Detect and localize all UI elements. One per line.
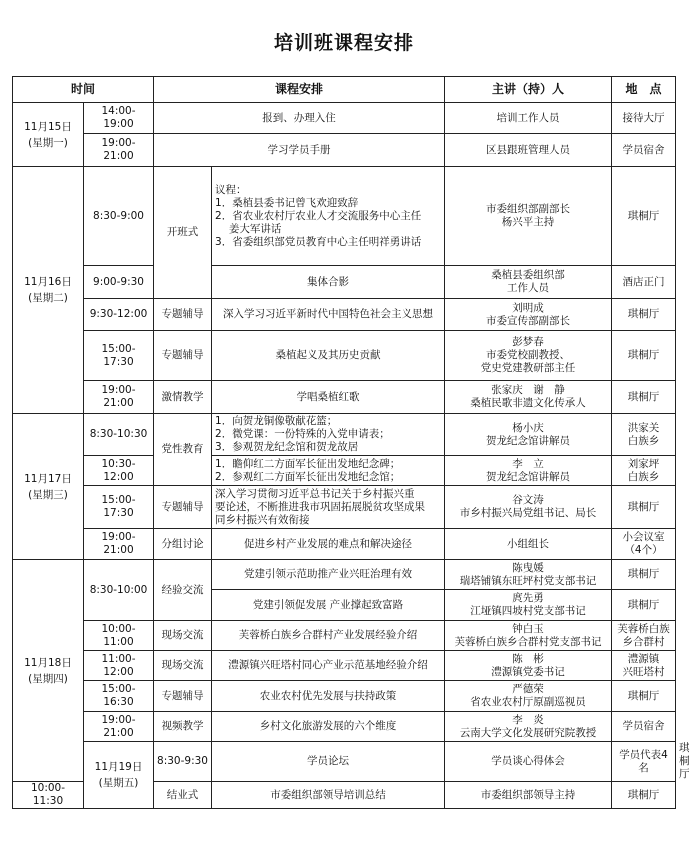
venue-cell [612,486,676,529]
time-cell: 11:00-12:00 [84,651,154,681]
time-cell: 8:30-9:00 [84,167,154,266]
speaker-line: 小组组长 [507,537,550,550]
type-cell: 专题辅导 [154,331,212,381]
speaker-cell [445,103,612,134]
speaker-line: 杨兴平主持 [501,216,555,228]
speaker-line: 市委组织部领导主持 [480,788,576,801]
type-cell: 专题辅导 [154,681,212,712]
date-cell [13,167,84,414]
speaker-line: 澧源镇党委书记 [491,665,565,678]
venue-line: 澧源镇 [627,652,660,665]
header-time: 时间 [13,77,154,103]
agenda-cell [212,167,445,266]
speaker-line: 桑植县委组织部 [491,269,565,281]
agenda-cell [212,456,445,486]
venue-line: 刘家坪 [627,457,660,470]
table-row [13,681,676,712]
venue-cell [612,651,676,681]
time-cell: 15:00-17:30 [84,486,154,529]
agenda-line: 2．微党课：一份特殊的入党申请表； [215,428,390,440]
table-row [13,414,676,456]
speaker-line: 刘明成 [512,301,544,314]
header-venue: 地 点 [612,77,676,103]
venue-cell [612,712,676,742]
speaker-line: 彭梦春 [512,336,544,348]
time-cell: 10:30-12:00 [84,456,154,486]
table-row [13,299,676,331]
venue-cell [612,103,676,134]
time-cell: 8:30-10:00 [84,560,154,621]
venue-cell [612,134,676,167]
topic-cell: 学唱桑植红歌 [212,381,445,414]
speaker-line: 李 炎 [512,713,544,726]
header-row [13,77,676,103]
venue-line: 洪家关 [627,421,660,434]
speaker-line: 谷文涛 [512,494,544,506]
venue-line: 接待大厅 [622,111,665,124]
agenda-line: 1．向贺龙铜像敬献花篮； [215,415,338,427]
time-cell: 9:00-9:30 [84,266,154,299]
type-cell: 现场交流 [154,621,212,651]
speaker-cell [445,414,612,456]
topic-cell: 报到、办理入住 [154,103,445,134]
speaker-line: 省农业农村厅原副巡视员 [470,696,586,708]
topic-cell: 芙蓉桥白族乡合群村产业发展经验介绍 [212,621,445,651]
speaker-cell [612,742,676,782]
speaker-line: 贺龙纪念馆讲解员 [486,470,571,483]
agenda-line: 2．省农业农村厅农业人才交流服务中心主任 [215,209,422,222]
agenda-cell [212,414,445,456]
agenda-line: 3．参观贺龙纪念馆和贺龙故居 [215,441,359,453]
date-label: 11月15日 [24,120,72,133]
speaker-line: 李 立 [512,457,544,470]
speaker-line: 云南大学文化发展研究院教授 [459,726,597,739]
type-cell: 激情教学 [154,381,212,414]
topic-cell: 学习学员手册 [154,134,445,167]
venue-cell [612,381,676,414]
speaker-line: 培训工作人员 [496,111,560,124]
date-label: 11月19日 [94,761,143,773]
agenda-line: 要论述，不断推进我市巩固拓展脱贫攻坚成果 [215,500,426,513]
type-cell: 党性教育 [154,414,212,486]
type-cell: 视频教学 [154,712,212,742]
time-cell: 19:00-21:00 [84,134,154,167]
date-label: 11月18日 [24,656,72,669]
speaker-line: 陈曳媛 [512,561,544,574]
type-cell: 专题辅导 [154,299,212,331]
speaker-line: 区县跟班管理人员 [486,143,571,156]
venue-cell [612,560,676,590]
topic-cell: 党建引领示范助推产业兴旺治理有效 [212,560,445,590]
venue-line: 琪桐厅 [627,349,660,361]
speaker-cell [445,167,612,266]
speaker-line: 市委组织部副部长 [486,203,571,215]
speaker-line: 工作人员 [507,282,550,294]
venue-cell [612,621,676,651]
weekday-label: (星期二) [28,292,68,304]
weekday-label: (星期五) [98,777,139,789]
speaker-line: 党史党建教研部主任 [480,362,576,374]
speaker-line: 杨小庆 [512,421,544,434]
venue-cell [612,782,676,809]
time-cell: 8:30-9:30 [154,742,212,782]
agenda-line: 议程： [215,183,247,196]
venue-line: 琪桐厅 [627,568,660,580]
type-cell: 经验交流 [154,560,212,621]
type-cell: 开班式 [154,167,212,299]
weekday-label: (星期三) [28,488,68,501]
speaker-cell [445,266,612,299]
speaker-line: 学员代表4名 [619,748,668,774]
venue-line: 小会议室 [622,531,665,543]
type-cell: 分组讨论 [154,529,212,560]
table-row [13,712,676,742]
agenda-line: 深入学习贯彻习近平总书记关于乡村振兴重 [215,487,415,500]
venue-line: 乡合群村 [622,635,665,648]
venue-cell [612,529,676,560]
time-cell: 19:00-21:00 [84,529,154,560]
time-cell: 19:00-21:00 [84,381,154,414]
venue-line: 琪桐厅 [627,209,660,222]
type-cell: 专题辅导 [154,486,212,529]
time-cell: 14:00-19:00 [84,103,154,134]
table-row [13,266,676,299]
venue-line: 学员宿舍 [622,720,665,732]
topic-cell: 澧源镇兴旺塔村同心产业示范基地经验介绍 [212,651,445,681]
date-cell [13,560,84,782]
speaker-cell [445,560,612,590]
speaker-cell [445,381,612,414]
type-cell: 现场交流 [154,651,212,681]
date-label: 11月16日 [24,276,72,288]
speaker-cell [445,456,612,486]
speaker-cell [445,331,612,381]
venue-cell [612,590,676,621]
table-row [13,560,676,590]
table-row [13,651,676,681]
table-row [13,529,676,560]
speaker-line: 贺龙纪念馆讲解员 [486,434,571,447]
venue-line: 琪桐厅 [627,788,660,801]
table-row [13,331,676,381]
time-cell: 15:00-16:30 [84,681,154,712]
agenda-line: 姜大军讲话 [215,222,282,235]
speaker-cell [445,529,612,560]
venue-cell [612,266,676,299]
agenda-line: 3．省委组织部党员教育中心主任明祥勇讲话 [215,235,422,248]
speaker-cell [445,299,612,331]
venue-line: 白族乡 [627,470,660,483]
topic-cell: 乡村文化旅游发展的六个维度 [212,712,445,742]
agenda-line: 1．桑植县委书记曾飞欢迎致辞 [215,196,359,209]
type-cell: 结业式 [154,782,212,809]
topic-cell: 市委组织部领导培训总结 [212,782,445,809]
schedule-table [12,76,690,809]
venue-line: 琪桐厅 [627,390,660,403]
table-row [13,456,676,486]
venue-line: 酒店正门 [622,275,665,288]
topic-cell: 促进乡村产业发展的难点和解决途径 [212,529,445,560]
time-cell: 15:00-17:30 [84,331,154,381]
speaker-cell [445,681,612,712]
speaker-line: 陈 彬 [512,652,544,665]
date-cell [13,414,84,560]
venue-cell [612,456,676,486]
venue-cell [612,167,676,266]
speaker-line: 庹先勇 [512,592,544,604]
table-row [13,134,676,167]
page-title: 培训班课程安排 [273,32,414,54]
speaker-cell [445,486,612,529]
venue-line: 芙蓉桥白族 [617,622,670,635]
speaker-line: 张家庆 谢 静 [491,384,565,396]
date-label: 11月17日 [24,472,72,485]
speaker-cell [445,712,612,742]
speaker-cell [445,621,612,651]
table-row [13,381,676,414]
time-cell: 19:00-21:00 [84,712,154,742]
header-course: 课程安排 [154,77,445,103]
date-cell [13,103,84,167]
table-row [13,167,676,266]
speaker-line: 瑞塔铺镇东旺坪村党支部书记 [459,574,597,587]
table-row [13,486,676,529]
venue-line: 白族乡 [627,434,660,447]
venue-line: 琪桐厅 [627,500,660,513]
speaker-line: 芙蓉桥白族乡合群村党支部书记 [454,635,602,648]
agenda-line: 1．瞻仰红二方面军长征出发地纪念碑； [215,457,401,470]
topic-cell: 学员谈心得体会 [445,742,612,782]
venue-line: （4个） [624,544,663,556]
topic-cell: 深入学习习近平新时代中国特色社会主义思想 [212,299,445,331]
table-row [13,103,676,134]
speaker-cell [445,782,612,809]
topic-cell: 桑植起义及其历史贡献 [212,331,445,381]
weekday-label: (星期四) [28,672,68,685]
speaker-cell [445,134,612,167]
time-cell: 10:00-11:30 [13,782,84,809]
time-cell: 10:00-11:00 [84,621,154,651]
speaker-line: 市委党校副教授、 [486,349,571,361]
speaker-line: 桑植民歌非遗文化传承人 [470,397,586,409]
speaker-line: 钟白玉 [512,622,544,635]
table-row: 11月19日 (星期五) 8:30-9:30 学员论坛 学员谈心得体会 学员代表4名 琪桐厅 [13,742,676,782]
speaker-line: 江垭镇四坡村党支部书记 [470,605,586,617]
speaker-line: 市委宣传部副部长 [486,314,571,327]
table-row [13,621,676,651]
venue-line: 琪桐厅 [627,689,660,702]
topic-cell: 农业农村优先发展与扶持政策 [212,681,445,712]
agenda-line: 同乡村振兴有效衔接 [215,513,310,526]
speaker-line: 严德荣 [512,683,544,695]
header-speaker: 主讲（持）人 [445,77,612,103]
venue-cell [612,331,676,381]
agenda-cell [212,486,445,529]
venue-cell [612,681,676,712]
topic-cell: 集体合影 [212,266,445,299]
venue-line: 兴旺塔村 [622,665,665,678]
venue-cell [612,414,676,456]
time-cell: 9:30-12:00 [84,299,154,331]
agenda-line: 2．参观红二方面军长征出发地纪念馆； [215,470,401,483]
time-cell: 8:30-10:30 [84,414,154,456]
speaker-line: 市乡村振兴局党组书记、局长 [459,507,597,519]
venue-line: 学员宿舍 [622,143,665,156]
speaker-cell [445,590,612,621]
type-cell: 学员论坛 [212,742,445,782]
venue-cell [612,299,676,331]
venue-line: 琪桐厅 [627,308,660,320]
date-cell [84,742,154,809]
weekday-label: (星期一) [28,136,68,149]
venue-line: 琪桐厅 [627,598,660,611]
topic-cell: 党建引领促发展 产业撑起致富路 [212,590,445,621]
speaker-cell [445,651,612,681]
